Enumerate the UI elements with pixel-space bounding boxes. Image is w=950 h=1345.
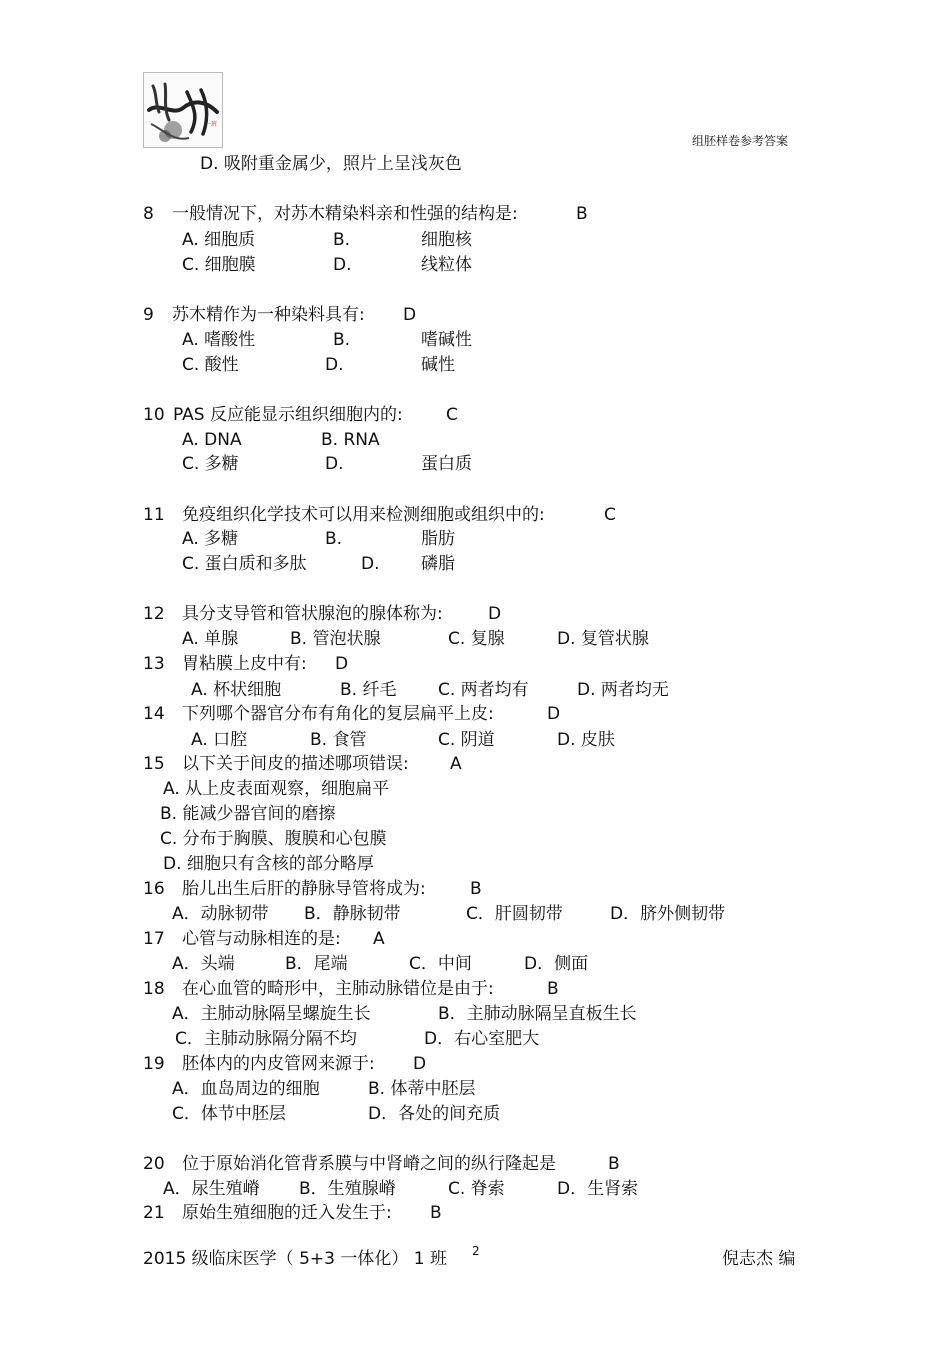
q12-option-b: B. 管泡状腺 [290,629,381,649]
q14-answer: D [547,704,561,724]
q12-stem: 具分支导管和管状腺泡的腺体称为: [182,604,443,624]
q8-option-b-letter: B. [333,230,351,250]
q20-option-c: C. 脊索 [448,1179,505,1199]
q9-stem: 苏木精作为一种染料具有: [172,305,365,325]
q11-option-a: A. 多糖 [182,529,239,549]
footer-class-label: 2015 级临床医学（ 5+3 一体化） 1 班 [143,1249,447,1269]
q17-answer: A [373,929,385,949]
q11-option-b-text: 脂肪 [421,529,455,549]
footer-editor: 倪志杰 编 [722,1249,796,1269]
q15-option-c: C. 分布于胸膜、腹膜和心包膜 [160,829,387,849]
q10-option-d-letter: D. [325,454,344,474]
q11-answer: C [604,505,616,525]
q11-option-c: C. 蛋白质和多肽 [182,554,307,574]
q8-option-c: C. 细胞膜 [182,255,256,275]
q7-option-d: D. 吸附重金属少，照片上呈浅灰色 [200,154,462,174]
q12-option-a: A. 单腺 [182,629,239,649]
q12-number: 12 [143,604,165,624]
q9-answer: D [403,305,417,325]
q21-number: 21 [143,1203,165,1223]
q14-option-d: D. 皮肤 [557,730,615,750]
q20-number: 20 [143,1154,165,1174]
q13-option-d: D. 两者均无 [577,680,669,700]
q13-stem: 胃粘膜上皮中有: [182,654,307,674]
q12-option-d: D. 复管状腺 [557,629,649,649]
q19-option-c: C．体节中胚层 [172,1104,286,1124]
q16-option-c: C．肝圆韧带 [466,904,563,924]
q15-option-a: A. 从上皮表面观察，细胞扁平 [163,779,390,799]
q10-option-a: A. DNA [182,430,242,450]
q11-stem: 免疫组织化学技术可以用来检测细胞或组织中的: [182,505,545,525]
q9-option-b-letter: B. [333,330,351,350]
q20-option-a: A．尿生殖嵴 [163,1179,260,1199]
q18-option-b: B．主肺动脉隔呈直板生长 [438,1004,637,1024]
q8-option-b-text: 细胞核 [421,230,472,250]
q15-option-d: D. 细胞只有含核的部分略厚 [163,854,374,874]
q17-stem: 心管与动脉相连的是: [182,929,341,949]
page-number: 2 [472,1244,480,1258]
q9-option-a: A. 嗜酸性 [182,330,256,350]
q10-option-c: C. 多糖 [182,454,239,474]
q10-stem: PAS 反应能显示组织细胞内的: [173,405,403,425]
q16-stem: 胎儿出生后肝的静脉导管将成为: [182,879,426,899]
q19-answer: D [413,1054,427,1074]
q18-option-d: D．右心室肥大 [424,1029,540,1049]
q11-option-b-letter: B. [325,529,343,549]
q10-answer: C [446,405,458,425]
q13-option-c: C. 两者均有 [438,680,529,700]
q16-number: 16 [143,879,165,899]
q8-option-d-letter: D. [333,255,352,275]
q15-number: 15 [143,754,165,774]
stamp-text: 一班 [205,121,218,128]
q14-number: 14 [143,704,165,724]
q8-number: 8 [143,204,154,224]
q15-answer: A [450,754,462,774]
q14-option-a: A. 口腔 [191,730,248,750]
calligraphy-logo [143,72,223,148]
q19-stem: 胚体内的内皮管网来源于: [182,1054,375,1074]
q9-number: 9 [143,305,154,325]
q18-number: 18 [143,979,165,999]
q8-stem: 一般情况下，对苏木精染料亲和性强的结构是: [172,204,518,224]
q18-option-a: A．主肺动脉隔呈螺旋生长 [172,1004,371,1024]
q21-stem: 原始生殖细胞的迁入发生于: [182,1203,392,1223]
q17-option-b: B．尾端 [285,954,348,974]
q16-option-b: B．静脉韧带 [304,904,401,924]
header-label: 组胚样卷参考答案 [692,134,789,148]
q18-option-c: C．主肺动脉隔分隔不均 [175,1029,357,1049]
q15-stem: 以下关于间皮的描述哪项错误: [182,754,409,774]
q9-option-c: C. 酸性 [182,355,239,375]
q9-option-b-text: 嗜碱性 [421,330,472,350]
q19-option-b: B. 体蒂中胚层 [368,1079,476,1099]
q8-option-d-text: 线粒体 [421,255,472,275]
q17-option-c: C．中间 [409,954,472,974]
q14-option-c: C. 阴道 [438,730,495,750]
q15-option-b: B. 能减少器官间的磨擦 [160,804,336,824]
q12-answer: D [488,604,502,624]
q9-option-d-text: 碱性 [421,355,455,375]
q14-stem: 下列哪个器官分布有角化的复层扁平上皮: [182,704,494,724]
q19-option-a: A．血岛周边的细胞 [172,1079,320,1099]
q21-answer: B [430,1203,442,1223]
q19-number: 19 [143,1054,165,1074]
q20-option-b: B．生殖腺嵴 [299,1179,396,1199]
q16-option-a: A．动脉韧带 [172,904,269,924]
q18-stem: 在心血管的畸形中，主肺动脉错位是由于: [182,979,494,999]
q8-answer: B [576,204,588,224]
q14-option-b: B. 食管 [310,730,367,750]
q20-answer: B [608,1154,620,1174]
q20-option-d: D．生肾索 [557,1179,639,1199]
q10-number: 10 [143,405,165,425]
q9-option-d-letter: D. [325,355,344,375]
q13-option-a: A. 杯状细胞 [191,680,282,700]
q13-number: 13 [143,654,165,674]
q19-option-d: D．各处的间充质 [368,1104,501,1124]
q16-option-d: D．脐外侧韧带 [610,904,726,924]
q10-option-d-text: 蛋白质 [421,454,472,474]
q13-option-b: B. 纤毛 [340,680,397,700]
q11-option-d-letter: D. [361,554,380,574]
q11-number: 11 [143,505,165,525]
q16-answer: B [470,879,482,899]
q12-option-c: C. 复腺 [448,629,505,649]
q17-number: 17 [143,929,165,949]
q17-option-a: A．头端 [172,954,235,974]
q8-option-a: A. 细胞质 [182,230,256,250]
q17-option-d: D．侧面 [524,954,589,974]
q11-option-d-text: 磷脂 [421,554,455,574]
q20-stem: 位于原始消化管背系膜与中肾嵴之间的纵行隆起是 [182,1154,556,1174]
q10-option-b: B. RNA [321,430,380,450]
q13-answer: D [335,654,349,674]
q18-answer: B [547,979,559,999]
